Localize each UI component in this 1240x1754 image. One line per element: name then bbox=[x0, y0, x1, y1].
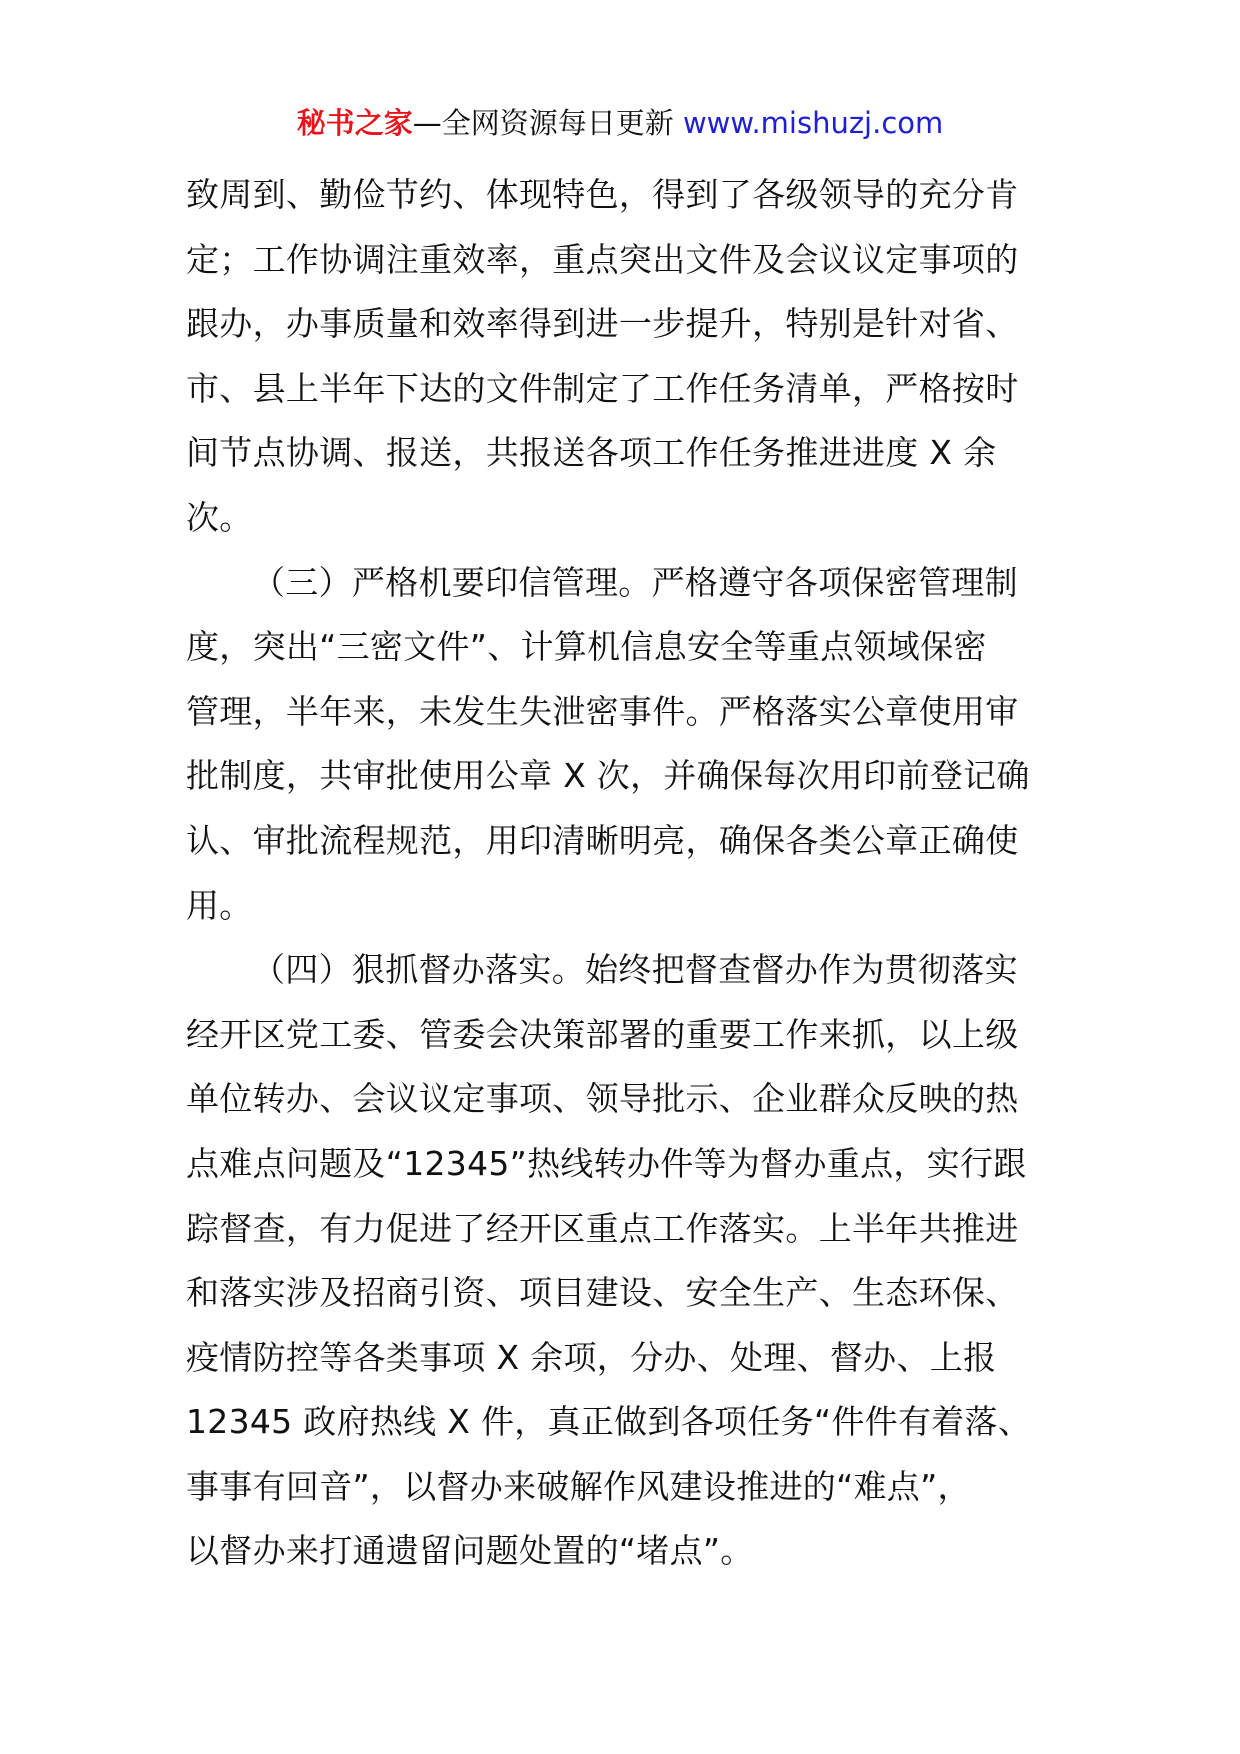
body-line: 点难点问题及“12345”热线转办件等为督办重点，实行跟 bbox=[186, 1143, 1027, 1183]
body-line: 12345 政府热线 X 件，真正做到各项任务“件件有着落、 bbox=[186, 1402, 1032, 1442]
body-line: 间节点协调、报送，共报送各项工作任务推进进度 X 余 bbox=[186, 433, 997, 473]
section-heading-line: （三）严格机要印信管理。严格遵守各项保密管理制 bbox=[252, 562, 1018, 602]
body-line: 市、县上半年下达的文件制定了工作任务清单，严格按时 bbox=[186, 368, 1019, 408]
body-line: 和落实涉及招商引资、项目建设、安全生产、生态环保、 bbox=[186, 1273, 1019, 1313]
body-line: 跟办，办事质量和效率得到进一步提升，特别是针对省、 bbox=[186, 304, 1019, 344]
body-line: 用。 bbox=[186, 885, 253, 925]
body-line: 致周到、勤俭节约、体现特色，得到了各级领导的充分肯 bbox=[186, 175, 1019, 214]
body-line: 经开区党工委、管委会决策部署的重要工作来抓，以上级 bbox=[186, 1014, 1019, 1054]
brand-name: 秘书之家 bbox=[296, 106, 413, 140]
header-slogan: —全网资源每日更新 bbox=[412, 106, 683, 140]
body-line: 踪督查，有力促进了经开区重点工作落实。上半年共推进 bbox=[186, 1208, 1019, 1248]
body-line: 事事有回音”，以督办来破解作风建设推进的“难点”， bbox=[186, 1466, 971, 1506]
section-heading-line: （四）狠抓督办落实。始终把督查督办作为贯彻落实 bbox=[252, 950, 1018, 990]
body-line: 以督办来打通遗留问题处置的“堵点”。 bbox=[186, 1531, 754, 1571]
body-line: 批制度，共审批使用公章 X 次，并确保每次用印前登记确 bbox=[186, 756, 1030, 796]
body-line: 疫情防控等各类事项 X 余项，分办、处理、督办、上报 bbox=[186, 1337, 997, 1377]
body-line: 认、审批流程规范，用印清晰明亮，确保各类公章正确使 bbox=[186, 820, 1019, 860]
body-line: 度，突出“三密文件”、计算机信息安全等重点领域保密 bbox=[186, 627, 987, 667]
site-url: www.mishuzj.com bbox=[682, 106, 944, 140]
body-line: 管理，半年来，未发生失泄密事件。严格落实公章使用审 bbox=[186, 691, 1019, 731]
body-line: 定；工作协调注重效率，重点突出文件及会议议定事项的 bbox=[186, 239, 1019, 279]
document-body bbox=[186, 163, 1056, 1584]
page-header bbox=[0, 100, 1240, 146]
body-line: 单位转办、会议议定事项、领导批示、企业群众反映的热 bbox=[186, 1079, 1019, 1119]
body-line: 次。 bbox=[186, 497, 253, 537]
